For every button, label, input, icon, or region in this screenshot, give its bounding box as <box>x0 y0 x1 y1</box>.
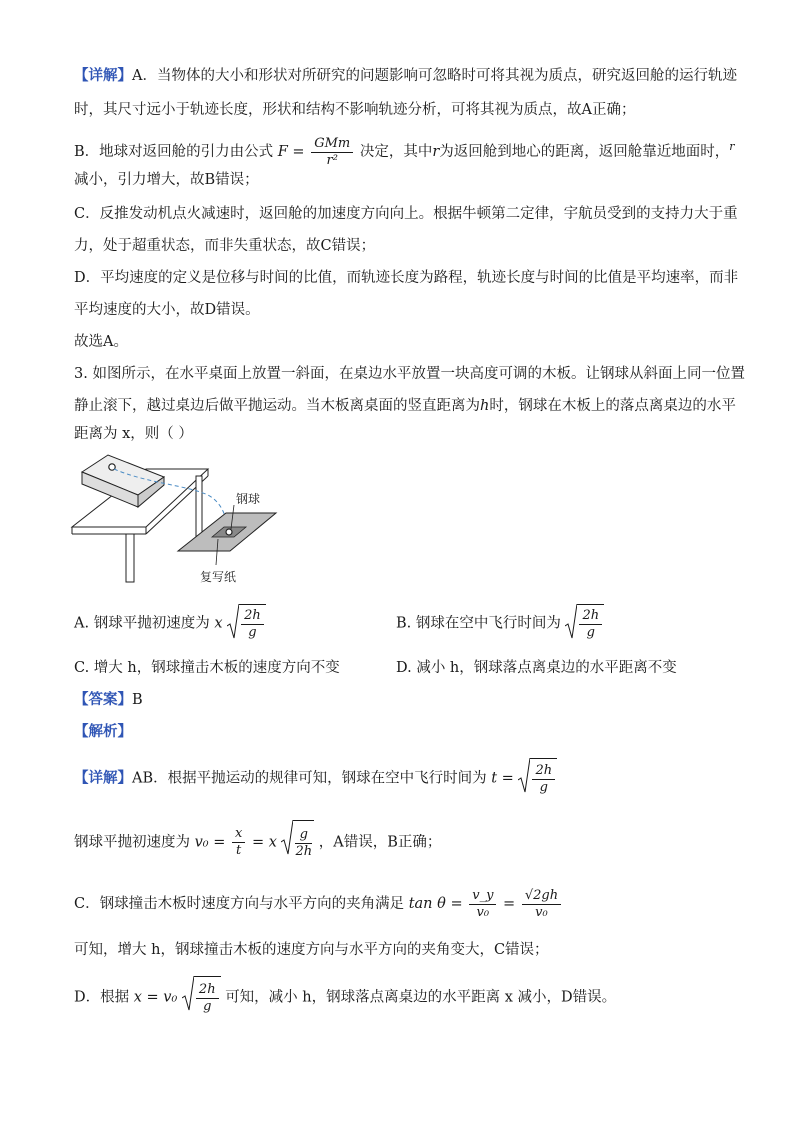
label-steel-ball: 钢球 <box>236 492 261 506</box>
option-c[interactable]: C. 增大 h，钢球撞击木板的速度方向不变 <box>74 660 340 676</box>
sqrt-icon <box>182 976 194 1012</box>
analysis-tag: 【解析】 <box>74 723 132 740</box>
sol-v0-line: 钢球平抛初速度为 v₀ = $\frac{x}{t}$ = x $\frac{g}{2h}$ ，A错误，B正确； <box>74 820 724 864</box>
sol-c-line2: 可知，增大 h，钢球撞击木板的速度方向与水平方向的夹角变大，C错误； <box>74 942 549 958</box>
incline-table-figure <box>66 447 286 592</box>
sol-c-line1: C．钢球撞击木板时速度方向与水平方向的夹角满足 tan θ = $\frac{v\_y}{\text{v₀}}$ = $\frac{√2gh}{\text{v₀}}$ <box>74 882 724 926</box>
sqrt-icon <box>281 820 293 856</box>
option-a[interactable]: A. 钢球平抛初速度为 x $\frac{2h}{g}$ <box>74 604 266 642</box>
detail-tag: 【详解】 <box>74 67 132 84</box>
sqrt-icon <box>227 604 239 640</box>
answer-line: 【答案】B <box>74 691 143 708</box>
p1-b-line2: 减小，引力增大，故B错误； <box>74 172 259 188</box>
sol-d-line: D．根据 x = v₀ $\frac{2h}{g}$ 可知，减小 h，钢球落点离桌边的水平距离 x 减小，D错误。 <box>74 976 724 1018</box>
p1-conclusion: 故选A。 <box>74 334 128 350</box>
p1-a-line2: 时，其尺寸远小于轨迹长度，形状和结构不影响轨迹分析，可将其视为质点，故A正确； <box>74 102 636 118</box>
gravity-fraction: $\frac{\text{GMm}}{\text{r²}}$ <box>311 136 353 169</box>
p1-b-line1: B．地球对返回舱的引力由公式 F = $\frac{\text{GMm}}{\text{r²}}$ 决定，其中r为返回舱到地心的距离，返回舱靠近地面时，$^r$ <box>74 135 735 168</box>
sqrt-icon <box>518 758 530 794</box>
p1-d-line2: 平均速度的大小，故D错误。 <box>74 302 260 318</box>
option-d[interactable]: D. 减小 h，钢球落点离桌边的水平距离不变 <box>396 660 677 676</box>
p1-c-line2: 力，处于超重状态，而非失重状态，故C错误； <box>74 238 376 254</box>
p1-d-line1: D．平均速度的定义是位移与时间的比值，而轨迹长度为路程，轨迹长度与时间的比值是平均速率，而非 <box>74 270 739 286</box>
q3-line2: 静止滚下，越过桌边后做平抛运动。当木板离桌面的竖直距离为h时，钢球在木板上的落点离桌边的水平 <box>74 398 736 414</box>
label-carbon-paper: 复写纸 <box>200 570 237 584</box>
option-b[interactable]: B. 钢球在空中飞行时间为 $\frac{2h}{g}$ <box>396 604 604 642</box>
sqrt-icon <box>565 604 577 640</box>
p1-a-line1: 【详解】A．当物体的大小和形状对所研究的问题影响可忽略时可将其视为质点，研究返回舱的运行轨迹 <box>74 67 737 84</box>
q3-line1: 3. 如图所示，在水平桌面上放置一斜面，在桌边水平放置一块高度可调的木板。让钢球从斜面上同一位置 <box>74 366 745 382</box>
q3-line3: 距离为 x，则（ ） <box>74 426 193 442</box>
sol-ab-line: 【详解】AB．根据平抛运动的规律可知，钢球在空中飞行时间为 t = $\frac{2h}{g}$ <box>74 758 724 798</box>
p1-c-line1: C．反推发动机点火减速时，返回舱的加速度方向向上。根据牛顿第二定律，宇航员受到的支持力大于重 <box>74 206 738 222</box>
